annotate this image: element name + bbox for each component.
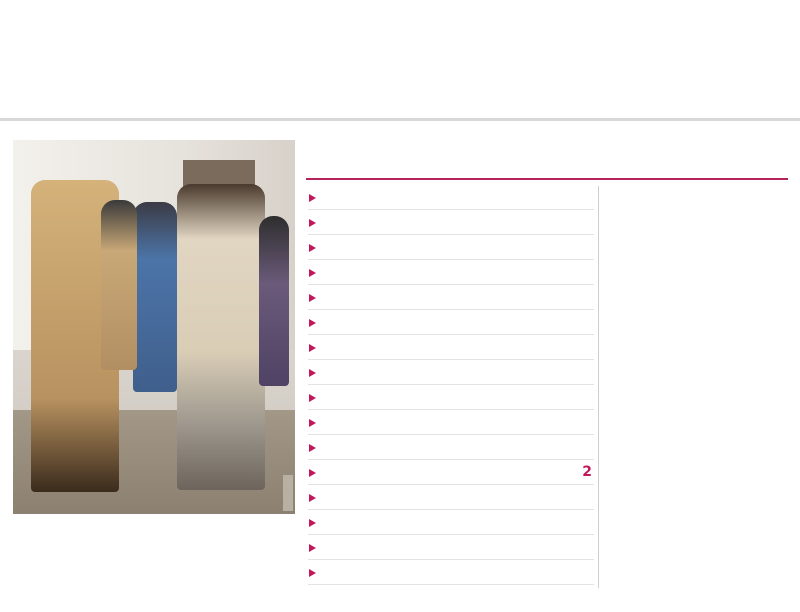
- body-line: [606, 312, 788, 333]
- photo-credit-mark: [283, 475, 293, 511]
- photo-bystander: [133, 202, 177, 392]
- body-line: [606, 543, 788, 564]
- bullet-icon: [309, 219, 316, 227]
- bullet-icon: [309, 344, 316, 352]
- body-line: [606, 354, 788, 375]
- key-point: [308, 361, 594, 385]
- subheadline: [306, 140, 788, 176]
- key-point: [308, 236, 594, 260]
- bullet-icon: [309, 419, 316, 427]
- photo-caption: [13, 516, 295, 600]
- headline-divider: [0, 118, 800, 121]
- bullet-icon: [309, 444, 316, 452]
- key-point: [308, 486, 594, 510]
- key-point: [308, 286, 594, 310]
- body-line: [606, 249, 788, 270]
- news-photo: [13, 140, 295, 514]
- headline-banner: [0, 0, 800, 130]
- bullet-icon: [309, 394, 316, 402]
- photo-bystander-2: [101, 200, 137, 370]
- bullet-icon: [309, 469, 316, 477]
- body-line: [606, 396, 788, 417]
- key-point: [308, 261, 594, 285]
- key-point: [308, 336, 594, 360]
- key-point: [308, 411, 594, 435]
- key-point: [308, 211, 594, 235]
- body-line: [606, 417, 788, 438]
- key-point: [308, 436, 594, 460]
- body-line: [606, 459, 788, 480]
- headline-title: [14, 20, 786, 116]
- photo-bystander-3: [259, 216, 289, 386]
- column-divider: [598, 186, 599, 588]
- body-line: [606, 480, 788, 501]
- key-point: [308, 561, 594, 585]
- body-line: [606, 333, 788, 354]
- key-points-list: [308, 186, 594, 586]
- bullet-icon: [309, 519, 316, 527]
- bullet-icon: [309, 494, 316, 502]
- key-point: [308, 511, 594, 535]
- body-line: [606, 270, 788, 291]
- body-line: [606, 207, 788, 228]
- body-line: [606, 228, 788, 249]
- bullet-icon: [309, 269, 316, 277]
- article-body: [606, 186, 788, 586]
- body-line: [606, 501, 788, 522]
- subheadline-divider: [306, 178, 788, 180]
- bullet-icon: [309, 544, 316, 552]
- key-point: [308, 186, 594, 210]
- bullet-icon: [309, 569, 316, 577]
- key-point: [308, 386, 594, 410]
- body-line: [606, 186, 788, 207]
- bullet-icon: [309, 369, 316, 377]
- body-line: [606, 522, 788, 543]
- body-line: [606, 375, 788, 396]
- key-point: [308, 461, 594, 485]
- bullet-icon: [309, 319, 316, 327]
- bullet-icon: [309, 244, 316, 252]
- key-point: [308, 311, 594, 335]
- bullet-icon: [309, 294, 316, 302]
- photo-accused-man: [177, 184, 265, 490]
- page-marker: 2: [582, 464, 592, 480]
- body-line: [606, 564, 788, 585]
- body-line: [606, 438, 788, 459]
- body-line: [606, 291, 788, 312]
- bullet-icon: [309, 194, 316, 202]
- key-point-highlighted: [308, 536, 594, 560]
